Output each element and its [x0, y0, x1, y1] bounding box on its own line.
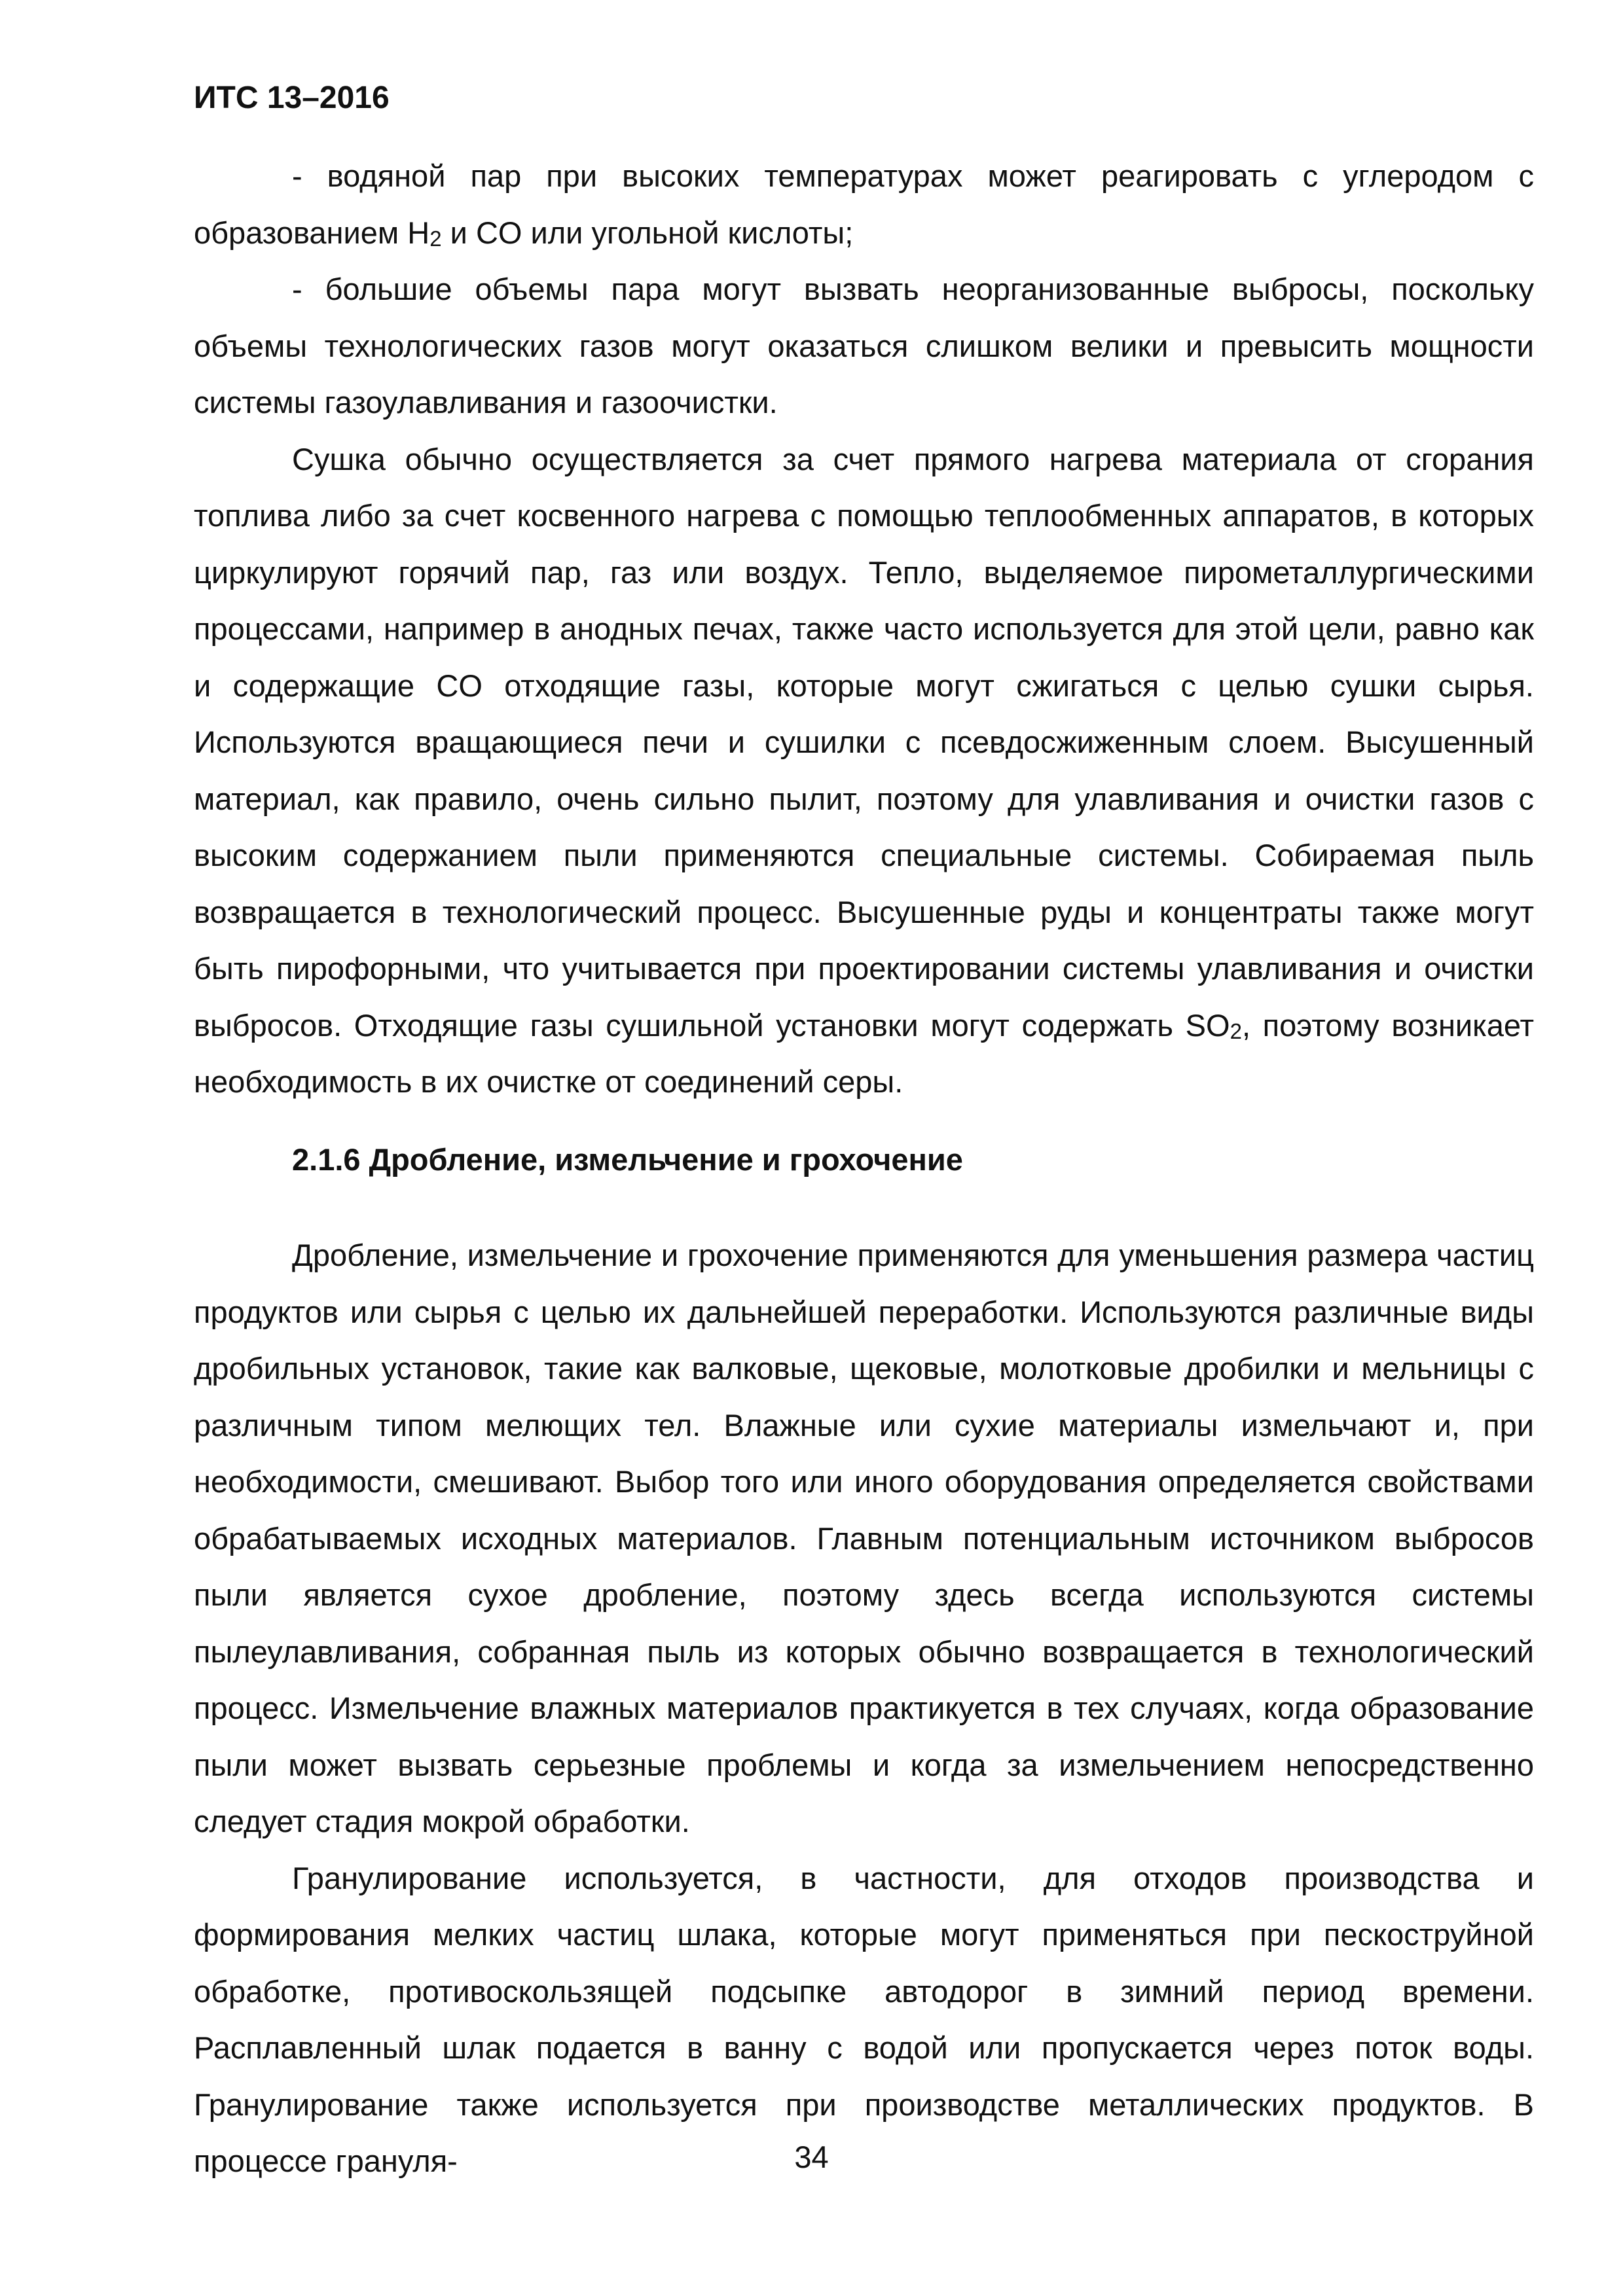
paragraph-text: и CO или угольной кислоты;	[441, 215, 854, 250]
subscript: 2	[429, 226, 442, 251]
subscript: 2	[1230, 1018, 1242, 1043]
paragraph-text: Дробление, измельчение и грохочение применяются для уменьшения размера частиц продуктов или сырья с целью их дальнейшей переработки. Используются различные виды дробильных установок, такие как валковые, щековые, молотковые дробилки и мельницы с различным типом мелющих тел. Влажные или сухие материалы измельчают и, при необходимости, смешивают. Выбор того или иного оборудования определяется свойствами обрабатываемых исходных материалов. Главным потенциальным источником выбросов пыли является сухое дробление, поэтому здесь всегда используются системы пылеулавливания, собранная пыль из которых обычно возвращается в технологический процесс. Измельчение влажных материалов практикуется в тех случаях, когда образование пыли может вызвать серьезные проблемы и когда за измельчением непосредственно следует стадия мокрой обработки.	[194, 1238, 1534, 1839]
paragraph-text: , поэтому возникает необходимость в их очистке от соединений серы.	[194, 1007, 1534, 1099]
paragraph-text: - большие объемы пара могут вызвать неорганизованные выбросы, поскольку объемы технологических газов могут оказаться слишком велики и превысить мощности системы газоулавливания и газоочистки.	[194, 272, 1534, 420]
paragraph-text: Сушка обычно осуществляется за счет прямого нагрева материала от сгорания топлива либо за счет косвенного нагрева с помощью теплообменных аппаратов, в которых циркулируют горячий пар, газ или воздух. Тепло, выделяемое пирометаллургическими процессами, например в анодных печах, также часто используется для этой цели, равно как и содержащие CO отходящие газы, которые могут сжигаться с целью сушки сырья. Используются вращающиеся печи и сушилки с псевдосжиженным слоем. Высушенный материал, как правило, очень сильно пылит, поэтому для улавливания и очистки газов с высоким содержанием пыли применяются специальные системы. Собираемая пыль возвращается в технологический процесс. Высушенные руды и концентраты также могут быть пирофорными, что учитывается при проектировании системы улавливания и очистки выбросов. Отходящие газы сушильной установки могут содержать SO	[194, 441, 1534, 1043]
paragraph-steam-volume	[194, 261, 1534, 431]
page-number: 34	[794, 2140, 829, 2174]
paragraph-text: - водяной пар при высоких температурах может реагировать с углеродом с образованием H	[194, 158, 1534, 250]
paragraph-crushing	[194, 1227, 1534, 1850]
paragraph-drying	[194, 431, 1534, 1111]
text-block-drying	[194, 148, 1534, 1111]
paragraph-text: Гранулирование используется, в частности, для отходов производства и формирования мелких частиц шлака, которые могут применяться при пескоструйной обработке, противоскользящей подсыпке автодорог в зимний период времени. Расплавленный шлак подается в ванну с водой или пропускается через поток воды. Гранулирование также используется при производстве металлических продуктов. В процессе грануля-	[194, 1860, 1534, 2178]
document-code: ИТС 13–2016	[194, 81, 390, 115]
paragraph-steam-reaction	[194, 148, 1534, 261]
text-block-crushing	[194, 1227, 1534, 2190]
section-heading: 2.1.6 Дробление, измельчение и грохочение	[292, 1142, 963, 1177]
